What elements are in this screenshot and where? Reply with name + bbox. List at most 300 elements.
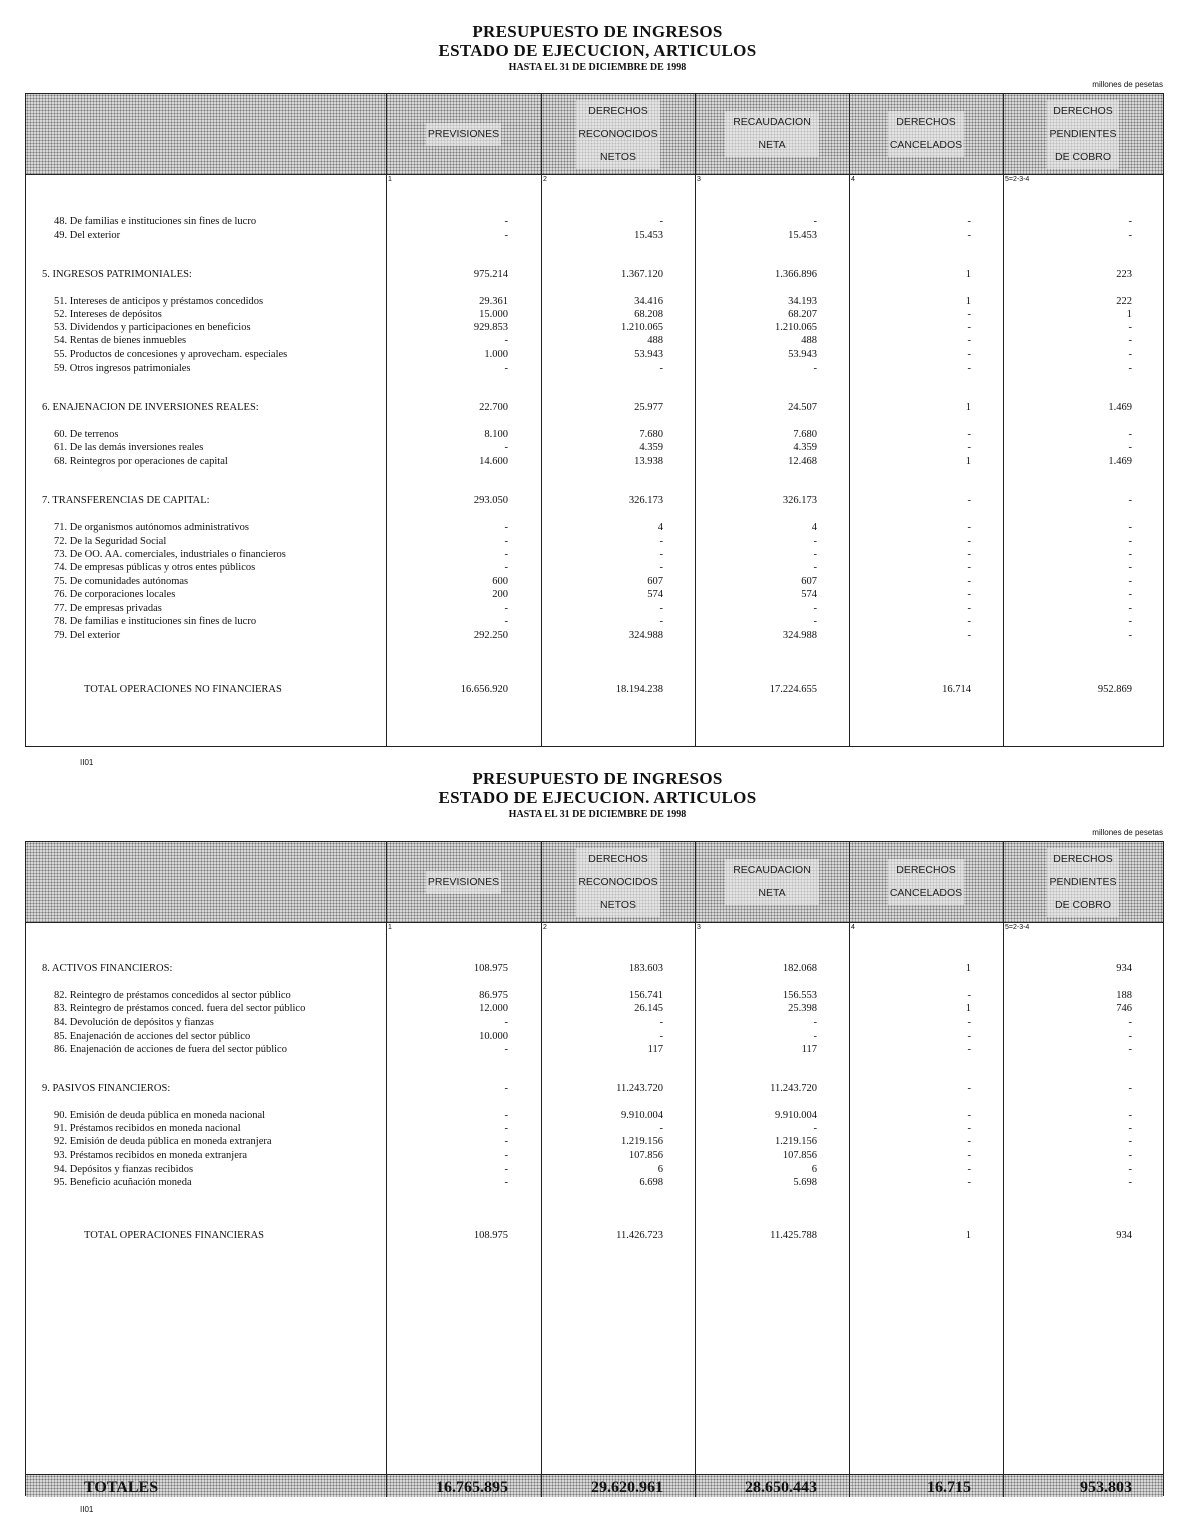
cell-value: - (504, 442, 508, 453)
article-row (26, 1176, 1163, 1189)
cell-value: - (967, 1123, 971, 1134)
cell-value: - (504, 1083, 508, 1094)
row-label: 93. Préstamos recibidos en moneda extranjera (54, 1150, 248, 1161)
cell-value: - (1128, 349, 1132, 360)
cell-value: - (813, 216, 817, 227)
cell-value: - (1128, 562, 1132, 573)
row-label: 59. Otros ingresos patrimoniales (54, 363, 191, 374)
cell-value: - (813, 363, 817, 374)
row-label: 49. Del exterior (54, 230, 121, 241)
article-row (26, 334, 1163, 347)
cell-value: - (967, 630, 971, 641)
cell-value: 324.988 (782, 630, 817, 641)
cell-value: - (1128, 1136, 1132, 1147)
page-title: PRESUPUESTO DE INGRESOS (472, 769, 723, 788)
cell-value: 107.856 (782, 1150, 817, 1161)
cell-value: - (504, 1150, 508, 1161)
cell-value: 6.698 (639, 1177, 663, 1188)
cell-value: - (967, 349, 971, 360)
row-label: 51. Intereses de anticipos y préstamos concedidos (54, 296, 264, 307)
cell-value: - (813, 1031, 817, 1042)
budget-table (25, 841, 1164, 1496)
cell-value: 600 (492, 576, 508, 587)
cell-value: - (1128, 1177, 1132, 1188)
cell-value: - (967, 1083, 971, 1094)
cell-value: - (504, 1110, 508, 1121)
cell-value: - (1128, 335, 1132, 346)
cell-value: - (967, 1150, 971, 1161)
cell-value: 1.219.156 (621, 1136, 663, 1147)
cell-value: - (967, 216, 971, 227)
cell-value: 7.680 (639, 429, 663, 440)
article-row (26, 1163, 1163, 1176)
cell-value: 952.869 (1097, 684, 1132, 695)
cell-value: 1 (965, 1003, 971, 1014)
header-pendientes: DERECHOS PENDIENTES DE COBRO (1003, 94, 1163, 174)
header-recaudacion: RECAUDACION NETA (695, 94, 849, 174)
cell-value: 488 (801, 335, 817, 346)
cell-value: - (967, 562, 971, 573)
cell-value: 53.943 (788, 349, 817, 360)
cell-value: 7.680 (793, 429, 817, 440)
cell-value: - (967, 616, 971, 627)
cell-value: 574 (647, 589, 663, 600)
cell-value: - (1128, 363, 1132, 374)
cell-value: - (1128, 230, 1132, 241)
cell-value: - (1128, 495, 1132, 506)
row-label: 83. Reintegro de préstamos conced. fuera del sector público (54, 1003, 306, 1014)
row-label: 82. Reintegro de préstamos concedidos al sector público (54, 990, 291, 1001)
row-label: 5. INGRESOS PATRIMONIALES: (42, 269, 192, 280)
cell-value: 14.600 (479, 456, 508, 467)
cell-value: - (659, 616, 663, 627)
row-label: 54. Rentas de bienes inmuebles (54, 335, 187, 346)
cell-value: - (967, 442, 971, 453)
cell-value: - (967, 1136, 971, 1147)
cell-value: 12.000 (479, 1003, 508, 1014)
cell-value: 1 (965, 296, 971, 307)
cell-value: - (1128, 1044, 1132, 1055)
totals-value: 28.650.443 (745, 1479, 817, 1496)
col-number: 1 (388, 924, 392, 931)
col-number: 3 (697, 176, 701, 183)
cell-value: 1 (965, 1230, 971, 1241)
cell-value: 200 (492, 589, 508, 600)
header-pendientes: DERECHOS PENDIENTES DE COBRO (1003, 842, 1163, 922)
cell-value: 607 (801, 576, 817, 587)
article-row (26, 535, 1163, 548)
row-label: 79. Del exterior (54, 630, 121, 641)
cell-value: - (967, 1110, 971, 1121)
header-recaudacion: RECAUDACION NETA (695, 842, 849, 922)
header-derechos-reconocidos: DERECHOS RECONOCIDOS NETOS (541, 94, 695, 174)
cell-value: 1 (965, 402, 971, 413)
cell-value: 488 (647, 335, 663, 346)
cell-value: - (967, 522, 971, 533)
cell-value: 11.243.720 (616, 1083, 663, 1094)
cell-value: 292.250 (473, 630, 508, 641)
cell-value: - (813, 603, 817, 614)
cell-value: - (504, 562, 508, 573)
article-row (26, 1149, 1163, 1162)
cell-value: 9.910.004 (621, 1110, 663, 1121)
cell-value: 9.910.004 (775, 1110, 817, 1121)
cell-value: - (967, 549, 971, 560)
cell-value: - (967, 335, 971, 346)
cell-value: - (504, 1177, 508, 1188)
article-row (26, 602, 1163, 615)
cell-value: 86.975 (479, 990, 508, 1001)
row-label: 91. Préstamos recibidos en moneda nacional (54, 1123, 241, 1134)
page-2 (0, 760, 1185, 1525)
cell-value: 324.988 (628, 630, 663, 641)
cell-value: - (967, 1031, 971, 1042)
cell-value: 16.714 (942, 684, 971, 695)
cell-value: - (1128, 322, 1132, 333)
cell-value: - (659, 363, 663, 374)
article-row (26, 615, 1163, 628)
article-row (26, 455, 1163, 468)
cell-value: 24.507 (788, 402, 817, 413)
cell-value: - (659, 562, 663, 573)
cell-value: 746 (1116, 1003, 1132, 1014)
cell-value: 1 (965, 456, 971, 467)
cell-value: - (967, 429, 971, 440)
header-cancelados: DERECHOS CANCELADOS (849, 94, 1003, 174)
header-previsiones: PREVISIONES (386, 842, 541, 922)
cell-value: - (504, 522, 508, 533)
chapter-row (26, 1082, 1163, 1095)
cell-value: 15.000 (479, 309, 508, 320)
cell-value: 34.416 (634, 296, 663, 307)
row-label: 6. ENAJENACION DE INVERSIONES REALES: (42, 402, 259, 413)
cell-value: 17.224.655 (769, 684, 817, 695)
cell-value: 11.425.788 (770, 1230, 817, 1241)
cell-value: 182.068 (782, 963, 817, 974)
row-label: 76. De corporaciones locales (54, 589, 176, 600)
cell-value: - (504, 216, 508, 227)
cell-value: 1 (1126, 309, 1132, 320)
row-label: 8. ACTIVOS FINANCIEROS: (42, 963, 173, 974)
cell-value: - (504, 335, 508, 346)
row-label: 75. De comunidades autónomas (54, 576, 189, 587)
cell-value: 1 (965, 269, 971, 280)
chapter-row (26, 962, 1163, 975)
cell-value: 53.943 (634, 349, 663, 360)
cell-value: 26.145 (634, 1003, 663, 1014)
page-footnote: II01 (80, 758, 94, 767)
col-number: 1 (388, 176, 392, 183)
cell-value: 68.207 (788, 309, 817, 320)
cell-value: 1.219.156 (775, 1136, 817, 1147)
cell-value: 15.453 (788, 230, 817, 241)
row-label: 95. Beneficio acuñación moneda (54, 1177, 192, 1188)
cell-value: 8.100 (484, 429, 508, 440)
article-row (26, 428, 1163, 441)
cell-value: - (504, 1136, 508, 1147)
row-label: 7. TRANSFERENCIAS DE CAPITAL: (42, 495, 210, 506)
row-label: 71. De organismos autónomos administrativos (54, 522, 249, 533)
cell-value: - (1128, 1017, 1132, 1028)
row-label: 94. Depósitos y fianzas recibidos (54, 1164, 194, 1175)
cell-value: 25.977 (634, 402, 663, 413)
cell-value: - (504, 536, 508, 547)
article-row (26, 548, 1163, 561)
cell-value: - (967, 1017, 971, 1028)
row-label: 61. De las demás inversiones reales (54, 442, 204, 453)
cell-value: 934 (1116, 1230, 1132, 1241)
cell-value: - (813, 1123, 817, 1134)
cell-value: - (1128, 216, 1132, 227)
cell-value: 934 (1116, 963, 1132, 974)
article-row (26, 308, 1163, 321)
cell-value: - (967, 1044, 971, 1055)
article-row (26, 348, 1163, 361)
cell-value: - (1128, 429, 1132, 440)
article-row (26, 215, 1163, 228)
col-number: 5=2-3-4 (1005, 924, 1030, 931)
row-label: 73. De OO. AA. comerciales, industriales o financieros (54, 549, 286, 560)
cell-value: 25.398 (788, 1003, 817, 1014)
cell-value: - (1128, 549, 1132, 560)
cell-value: - (1128, 522, 1132, 533)
cell-value: 108.975 (473, 1230, 508, 1241)
header-previsiones: PREVISIONES (386, 94, 541, 174)
cell-value: - (659, 603, 663, 614)
cell-value: 156.553 (782, 990, 817, 1001)
cell-value: - (1128, 630, 1132, 641)
cell-value: - (1128, 1031, 1132, 1042)
cell-value: - (967, 1164, 971, 1175)
cell-value: - (504, 549, 508, 560)
article-row (26, 1043, 1163, 1056)
date-line: HASTA EL 31 DE DICIEMBRE DE 1998 (508, 62, 687, 73)
col-number: 3 (697, 924, 701, 931)
cell-value: 1.210.065 (621, 322, 663, 333)
article-row (26, 1002, 1163, 1015)
units-label: millones de pesetas (1092, 80, 1163, 89)
cell-value: - (967, 990, 971, 1001)
cell-value: 223 (1116, 269, 1132, 280)
cell-value: - (1128, 589, 1132, 600)
date-line: HASTA EL 31 DE DICIEMBRE DE 1998 (508, 809, 687, 820)
row-label: 92. Emisión de deuda pública en moneda extranjera (54, 1136, 272, 1147)
cell-value: - (504, 1123, 508, 1134)
page-subtitle: ESTADO DE EJECUCION, ARTICULOS (438, 41, 757, 60)
chapter-row (26, 401, 1163, 414)
cell-value: 4.359 (639, 442, 663, 453)
article-row (26, 1135, 1163, 1148)
cell-value: - (813, 549, 817, 560)
cell-value: - (813, 616, 817, 627)
cell-value: 607 (647, 576, 663, 587)
page-subtitle: ESTADO DE EJECUCION. ARTICULOS (438, 788, 757, 807)
cell-value: 1.469 (1108, 402, 1132, 413)
article-row (26, 989, 1163, 1002)
article-row (26, 1030, 1163, 1043)
units-label: millones de pesetas (1092, 828, 1163, 837)
cell-value: - (1128, 536, 1132, 547)
cell-value: 11.243.720 (770, 1083, 817, 1094)
col-number: 2 (543, 176, 547, 183)
row-label: 78. De familias e instituciones sin fines de lucro (54, 616, 257, 627)
cell-value: 1.366.896 (775, 269, 817, 280)
row-label: 72. De la Seguridad Social (54, 536, 167, 547)
row-label: 85. Enajenación de acciones del sector público (54, 1031, 251, 1042)
article-row (26, 321, 1163, 334)
cell-value: 68.208 (634, 309, 663, 320)
cell-value: - (1128, 442, 1132, 453)
row-label: 60. De terrenos (54, 429, 119, 440)
cell-value: 293.050 (473, 495, 508, 506)
cell-value: - (504, 1017, 508, 1028)
cell-value: - (1128, 1083, 1132, 1094)
cell-value: - (504, 1164, 508, 1175)
row-label: 48. De familias e instituciones sin fines de lucro (54, 216, 257, 227)
cell-value: 18.194.238 (615, 684, 663, 695)
cell-value: - (504, 230, 508, 241)
chapter-row (26, 494, 1163, 507)
cell-value: - (967, 536, 971, 547)
cell-value: 16.656.920 (460, 684, 508, 695)
cell-value: 12.468 (788, 456, 817, 467)
col-number: 2 (543, 924, 547, 931)
cell-value: - (1128, 1150, 1132, 1161)
article-row (26, 362, 1163, 375)
row-label: 68. Reintegros por operaciones de capital (54, 456, 228, 467)
cell-value: - (967, 495, 971, 506)
article-row (26, 1016, 1163, 1029)
cell-value: 183.603 (628, 963, 663, 974)
cell-value: 107.856 (628, 1150, 663, 1161)
cell-value: 975.214 (473, 269, 508, 280)
cell-value: - (1128, 603, 1132, 614)
header-cancelados: DERECHOS CANCELADOS (849, 842, 1003, 922)
cell-value: - (813, 562, 817, 573)
cell-value: - (1128, 576, 1132, 587)
cell-value: - (659, 549, 663, 560)
cell-value: - (504, 363, 508, 374)
totals-value: 29.620.961 (591, 1479, 663, 1496)
cell-value: 15.453 (634, 230, 663, 241)
cell-value: - (1128, 1110, 1132, 1121)
totals-row (26, 1474, 1163, 1497)
article-row (26, 561, 1163, 574)
cell-value: 108.975 (473, 963, 508, 974)
cell-value: 1.000 (484, 349, 508, 360)
article-row (26, 588, 1163, 601)
cell-value: - (504, 616, 508, 627)
subtotal-row (26, 683, 1163, 696)
subtotal-row (26, 1229, 1163, 1242)
cell-value: 6 (811, 1164, 817, 1175)
cell-value: 1.367.120 (621, 269, 663, 280)
cell-value: - (813, 536, 817, 547)
page-title: PRESUPUESTO DE INGRESOS (472, 22, 723, 41)
cell-value: - (967, 603, 971, 614)
col-number: 4 (851, 176, 855, 183)
cell-value: 6 (657, 1164, 663, 1175)
row-label: 90. Emisión de deuda pública en moneda nacional (54, 1110, 266, 1121)
totals-value: 16.715 (927, 1479, 971, 1496)
article-row (26, 521, 1163, 534)
row-label: TOTAL OPERACIONES FINANCIERAS (84, 1230, 265, 1241)
totals-value: 16.765.895 (436, 1479, 508, 1496)
article-row (26, 1122, 1163, 1135)
cell-value: 34.193 (788, 296, 817, 307)
cell-value: - (1128, 1123, 1132, 1134)
cell-value: 10.000 (479, 1031, 508, 1042)
cell-value: 4.359 (793, 442, 817, 453)
row-label: TOTAL OPERACIONES NO FINANCIERAS (84, 684, 282, 695)
cell-value: - (967, 309, 971, 320)
cell-value: 29.361 (479, 296, 508, 307)
cell-value: - (967, 589, 971, 600)
row-label: 9. PASIVOS FINANCIEROS: (42, 1083, 171, 1094)
cell-value: 1.210.065 (775, 322, 817, 333)
cell-value: 5.698 (793, 1177, 817, 1188)
row-label: 86. Enajenación de acciones de fuera del sector público (54, 1044, 287, 1055)
budget-table (25, 93, 1164, 747)
row-label: 74. De empresas públicas y otros entes públicos (54, 562, 256, 573)
cell-value: - (1128, 616, 1132, 627)
cell-value: 4 (657, 522, 663, 533)
cell-value: 22.700 (479, 402, 508, 413)
cell-value: - (659, 216, 663, 227)
cell-value: 188 (1116, 990, 1132, 1001)
article-row (26, 629, 1163, 642)
row-label: 55. Productos de concesiones y aprovecham. especiales (54, 349, 288, 360)
cell-value: - (813, 1017, 817, 1028)
cell-value: 117 (801, 1044, 817, 1055)
cell-value: - (967, 322, 971, 333)
cell-value: - (504, 1044, 508, 1055)
cell-value: - (504, 603, 508, 614)
cell-value: - (967, 1177, 971, 1188)
cell-value: 574 (801, 589, 817, 600)
article-row (26, 1109, 1163, 1122)
totals-label: TOTALES (84, 1479, 159, 1496)
cell-value: 326.173 (628, 495, 663, 506)
cell-value: - (1128, 1164, 1132, 1175)
col-number: 4 (851, 924, 855, 931)
row-label: 53. Dividendos y participaciones en beneficios (54, 322, 251, 333)
cell-value: 1 (965, 963, 971, 974)
cell-value: - (967, 230, 971, 241)
col-number: 5=2-3-4 (1005, 176, 1030, 183)
totals-value: 953.803 (1080, 1479, 1132, 1496)
chapter-row (26, 268, 1163, 281)
article-row (26, 295, 1163, 308)
cell-value: 929.853 (473, 322, 508, 333)
cell-value: - (659, 1031, 663, 1042)
cell-value: 117 (647, 1044, 663, 1055)
cell-value: 13.938 (634, 456, 663, 467)
row-label: 84. Devolución de depósitos y fianzas (54, 1017, 214, 1028)
cell-value: - (659, 1123, 663, 1134)
cell-value: 1.469 (1108, 456, 1132, 467)
row-label: 77. De empresas privadas (54, 603, 162, 614)
article-row (26, 575, 1163, 588)
page-footnote: II01 (80, 1505, 94, 1514)
cell-value: - (967, 576, 971, 587)
cell-value: 326.173 (782, 495, 817, 506)
cell-value: - (659, 536, 663, 547)
cell-value: 11.426.723 (616, 1230, 663, 1241)
cell-value: - (967, 363, 971, 374)
cell-value: 4 (811, 522, 817, 533)
header-derechos-reconocidos: DERECHOS RECONOCIDOS NETOS (541, 842, 695, 922)
